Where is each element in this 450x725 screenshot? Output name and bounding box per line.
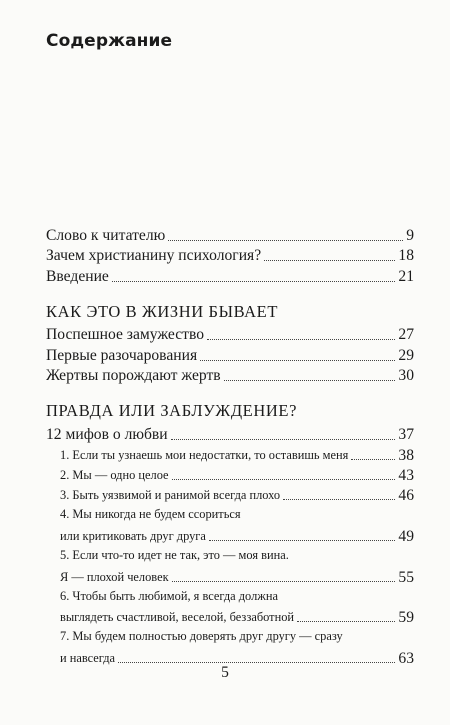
dot-leader bbox=[207, 339, 395, 340]
toc-subentry bbox=[46, 485, 414, 505]
entry-page: 37 bbox=[398, 425, 414, 443]
subentry-title: 6. Чтобы быть любимой, я всегда должна bbox=[60, 588, 278, 603]
dot-leader bbox=[264, 260, 395, 261]
table-of-contents bbox=[46, 225, 414, 668]
subentry-title: 2. Мы — одно целое bbox=[60, 468, 169, 483]
entry-page: 9 bbox=[406, 226, 414, 244]
dot-leader bbox=[224, 380, 396, 381]
entry-title: 12 мифов о любви bbox=[46, 425, 168, 443]
subentry-title: 4. Мы никогда не будем ссориться bbox=[60, 507, 241, 522]
subentry-title: 1. Если ты узнаешь мои недостатки, то оставишь меня bbox=[60, 447, 349, 462]
dot-leader bbox=[118, 662, 395, 663]
section-heading: КАК ЭТО В ЖИЗНИ БЫВАЕТ bbox=[46, 301, 279, 321]
entry-page: 49 bbox=[398, 527, 414, 545]
dot-leader bbox=[172, 479, 396, 480]
entry-page: 46 bbox=[398, 487, 414, 505]
entry-title: Поспешное замужество bbox=[46, 326, 205, 343]
section-heading: ПРАВДА ИЛИ ЗАБЛУЖДЕНИЕ? bbox=[46, 401, 297, 420]
subentry-title: 7. Мы будем полностью доверять друг другу — сразу bbox=[60, 629, 343, 644]
toc-entry bbox=[46, 424, 414, 445]
entry-page: 18 bbox=[398, 247, 414, 264]
toc-entry bbox=[46, 225, 414, 246]
dot-leader bbox=[200, 360, 395, 361]
toc-subentry bbox=[46, 526, 414, 546]
dot-leader bbox=[171, 439, 396, 440]
entry-page: 38 bbox=[398, 446, 414, 464]
dot-leader bbox=[112, 281, 396, 282]
toc-entry bbox=[46, 366, 414, 387]
entry-page: 21 bbox=[398, 267, 414, 285]
entry-title: Жертвы порождают жертв bbox=[46, 367, 221, 384]
toc-entry bbox=[46, 345, 414, 366]
page-number: 5 bbox=[221, 664, 229, 681]
toc-subentry bbox=[46, 607, 414, 627]
toc-subentry bbox=[46, 465, 414, 485]
toc-entry bbox=[46, 325, 414, 346]
dot-leader bbox=[351, 459, 395, 460]
page-title: Содержание bbox=[46, 31, 173, 51]
entry-page: 30 bbox=[398, 367, 414, 384]
dot-leader bbox=[283, 499, 395, 500]
entry-page: 43 bbox=[398, 467, 414, 485]
entry-page: 55 bbox=[398, 568, 414, 586]
subentry-title-continued: Я — плохой человек bbox=[60, 569, 169, 584]
entry-title: Зачем христианину психология? bbox=[46, 247, 262, 264]
entry-title: Введение bbox=[46, 267, 109, 285]
dot-leader bbox=[172, 581, 396, 582]
entry-title: Первые разочарования bbox=[46, 346, 198, 364]
entry-page: 29 bbox=[398, 346, 414, 364]
subentry-title-continued: и навсегда bbox=[60, 650, 116, 665]
dot-leader bbox=[168, 240, 403, 241]
toc-subentry bbox=[46, 445, 414, 465]
dot-leader bbox=[209, 540, 396, 541]
subentry-title-continued: выглядеть счастливой, веселой, беззаботной bbox=[60, 610, 295, 625]
entry-title: Слово к читателю bbox=[46, 226, 166, 244]
subentry-title-continued: или критиковать друг друга bbox=[60, 528, 206, 543]
subentry-title: 5. Если что-то идет не так, это — моя вина. bbox=[60, 547, 289, 562]
toc-entry bbox=[46, 246, 414, 267]
toc-subentry bbox=[46, 566, 414, 586]
entry-page: 59 bbox=[398, 609, 414, 627]
entry-page: 63 bbox=[398, 649, 414, 667]
toc-entry bbox=[46, 266, 414, 287]
subentry-title: 3. Быть уязвимой и ранимой всегда плохо bbox=[60, 488, 281, 503]
entry-page: 27 bbox=[398, 326, 414, 343]
dot-leader bbox=[297, 621, 395, 622]
